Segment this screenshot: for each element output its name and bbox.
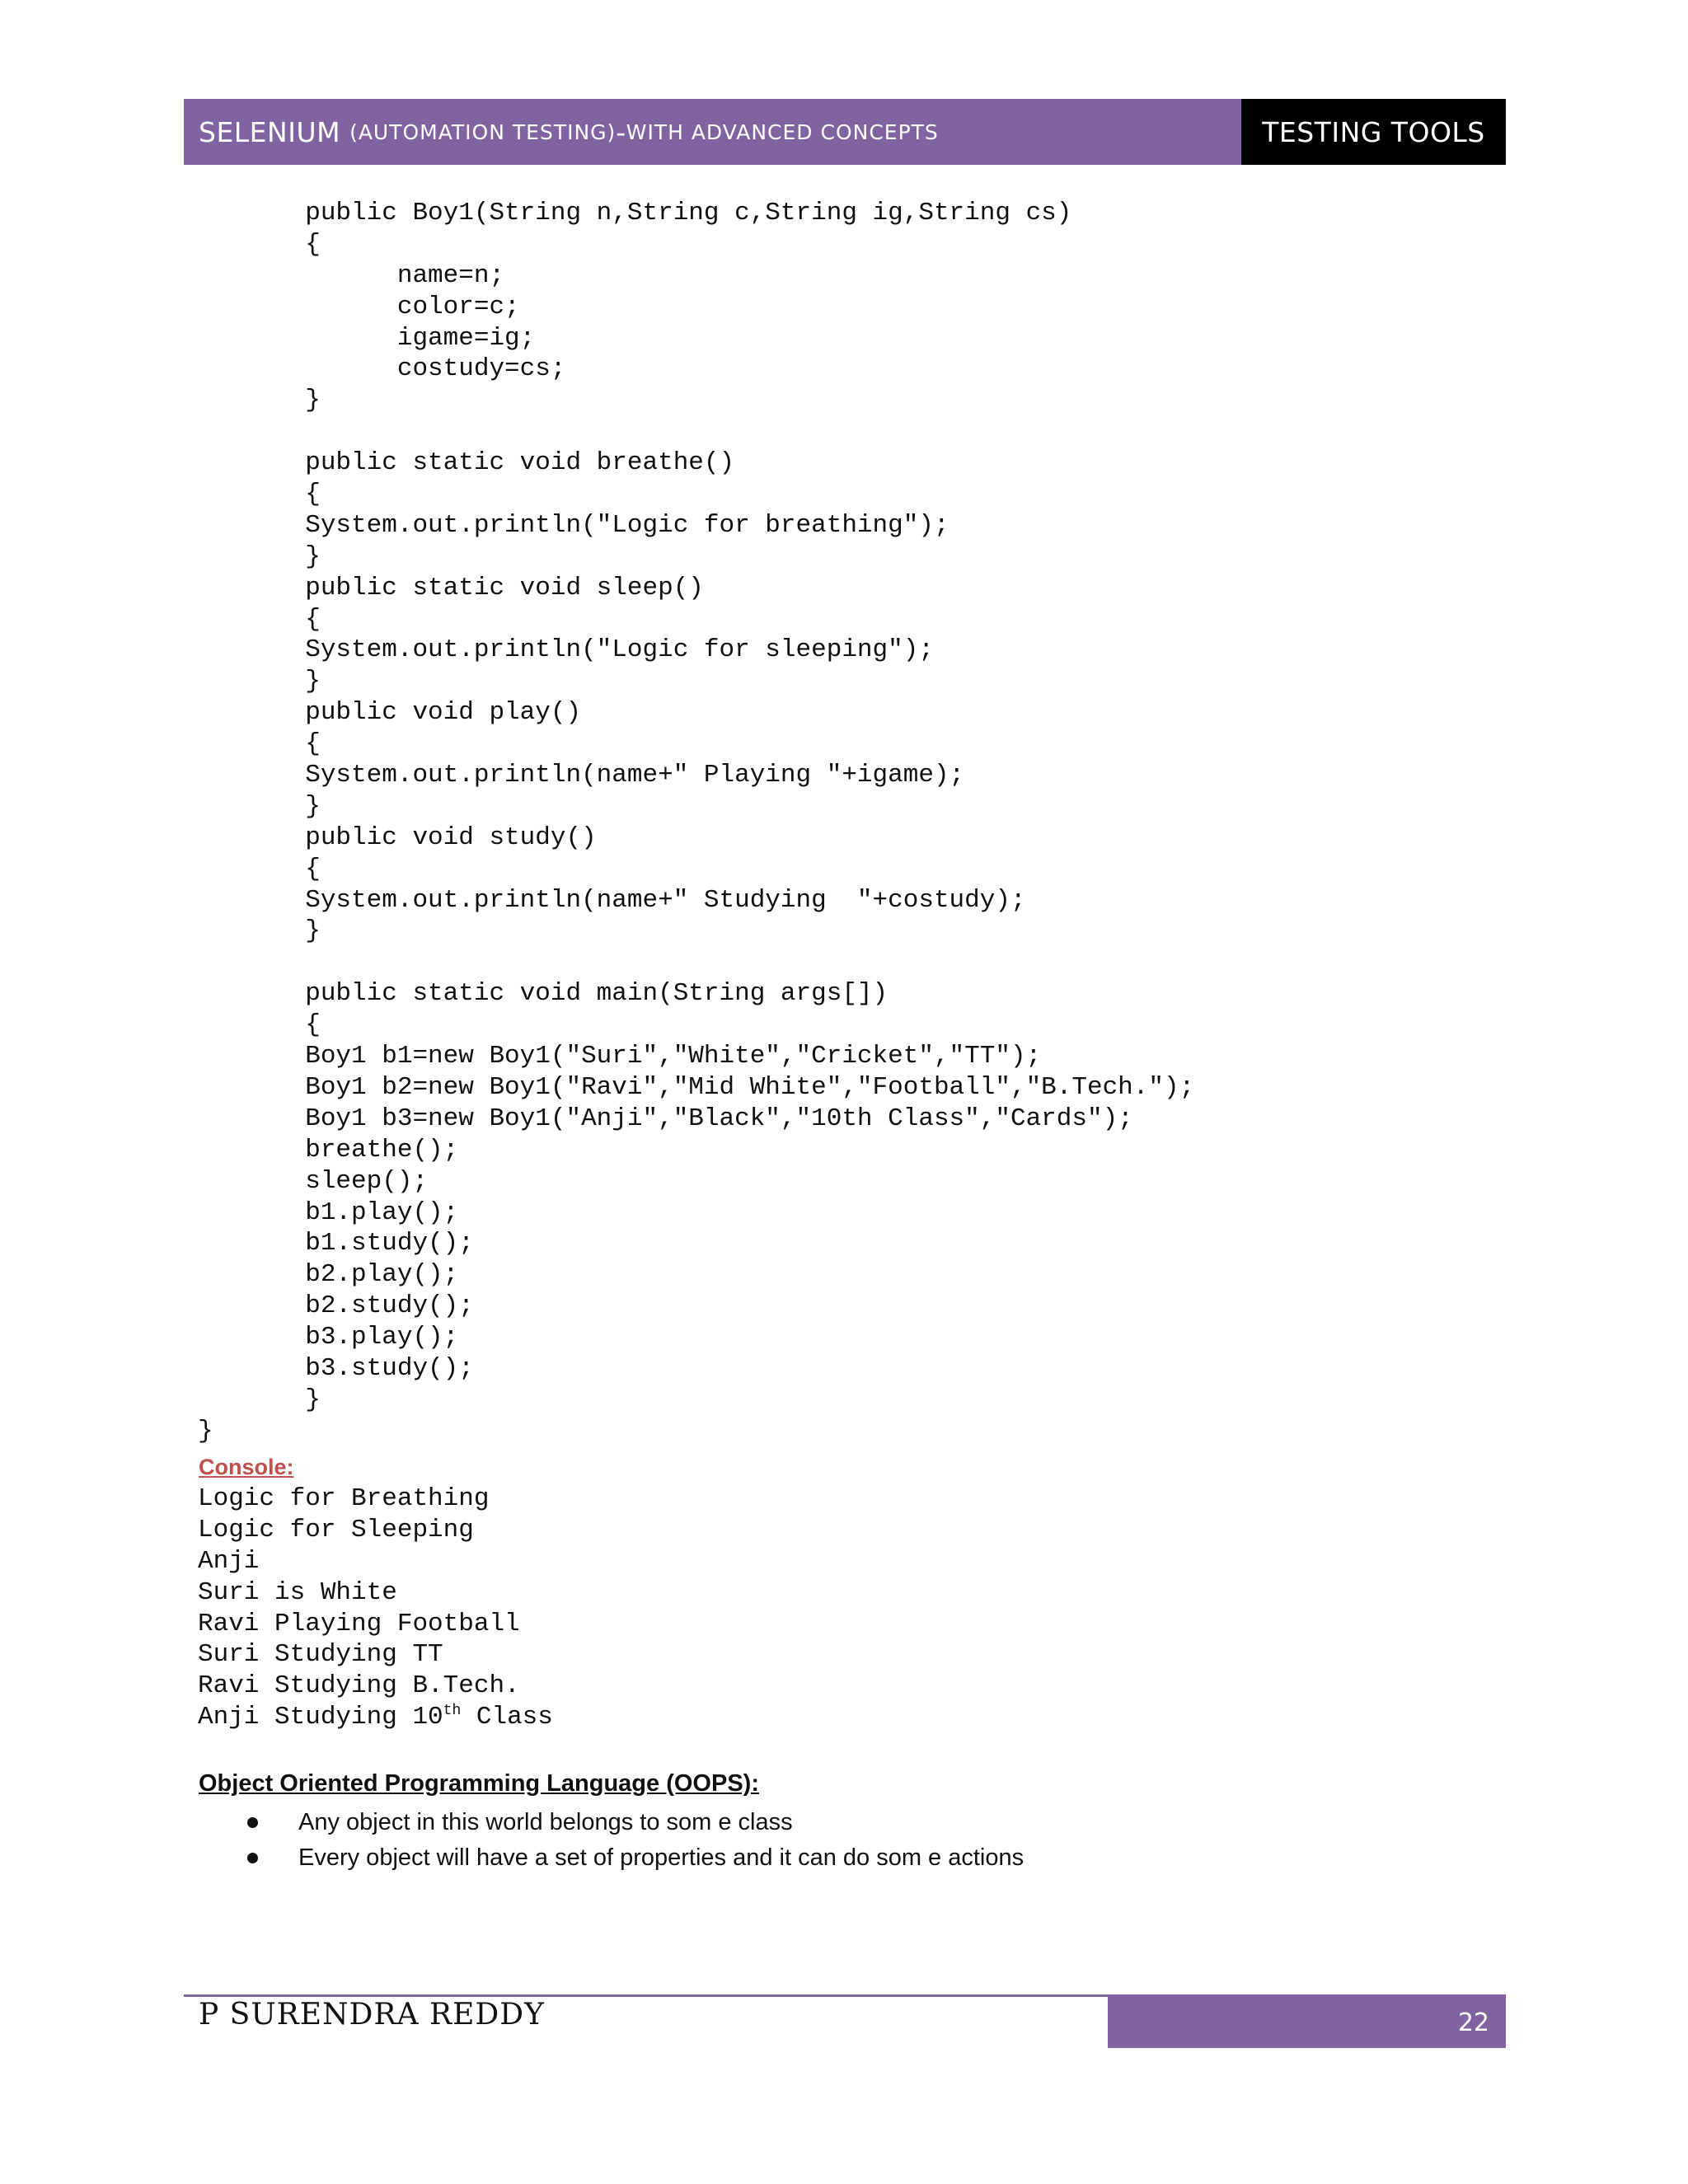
- code-line: costudy=cs;: [198, 354, 566, 384]
- bullet-text: Every object will have a set of properties and it can do som e actions: [298, 1844, 1025, 1871]
- header-title-small: (AUTOMATION TESTING): [349, 120, 617, 144]
- code-line: b3.play();: [198, 1323, 459, 1352]
- code-line: {: [198, 729, 321, 759]
- code-line: b2.study();: [198, 1291, 474, 1321]
- code-line: {: [198, 480, 321, 509]
- console-output: [198, 1483, 553, 1733]
- code-line: Boy1 b1=new Boy1("Suri","White","Cricket","TT");: [198, 1042, 1042, 1071]
- code-line: }: [198, 791, 321, 821]
- code-line: }: [198, 386, 321, 415]
- code-block: [198, 198, 1194, 1447]
- code-line: b2.play();: [198, 1260, 459, 1290]
- code-line: {: [198, 1010, 321, 1040]
- page-number: 22: [1457, 2008, 1489, 2037]
- header-title-main: SELENIUM: [199, 115, 341, 148]
- header-title-tail: WITH ADVANCED CONCEPTS: [626, 120, 939, 144]
- code-line: }: [198, 667, 321, 696]
- page-header: [184, 99, 1506, 165]
- code-line: public static void breathe(): [198, 448, 735, 478]
- console-line-text: Class: [461, 1703, 553, 1732]
- list-item: [247, 1805, 1024, 1840]
- code-line: }: [198, 1385, 321, 1414]
- console-line: Logic for Breathing: [198, 1484, 490, 1513]
- console-line: Suri is White: [198, 1577, 397, 1607]
- console-line: Suri Studying TT: [198, 1640, 443, 1670]
- bullet-icon: [247, 1853, 258, 1863]
- code-line: public void play(): [198, 698, 582, 728]
- code-line: System.out.println("Logic for sleeping");: [198, 635, 934, 665]
- code-line: }: [198, 1416, 213, 1446]
- header-title-sep: -: [616, 115, 626, 148]
- code-line: public static void main(String args[]): [198, 979, 889, 1009]
- footer-page-box: [1108, 1997, 1506, 2048]
- code-line: color=c;: [198, 292, 520, 321]
- code-line: }: [198, 916, 321, 946]
- code-line: {: [198, 604, 321, 634]
- code-line: Boy1 b2=new Boy1("Ravi","Mid White","Football","B.Tech.");: [198, 1072, 1195, 1102]
- code-line: {: [198, 854, 321, 883]
- code-line: public Boy1(String n,String c,String ig,String cs): [198, 199, 1072, 227]
- code-line: System.out.println(name+" Studying "+costudy);: [198, 885, 1026, 915]
- code-line: }: [198, 541, 321, 571]
- code-line: b1.play();: [198, 1197, 459, 1227]
- code-line: Boy1 b3=new Boy1("Anji","Black","10th Class","Cards");: [198, 1104, 1133, 1133]
- oops-heading: Object Oriented Programming Language (OOPS):: [199, 1770, 759, 1797]
- bullet-text: Any object in this world belongs to som e class: [298, 1809, 793, 1835]
- code-line: [198, 416, 1194, 448]
- bullet-icon: [247, 1817, 258, 1828]
- code-line: igame=ig;: [198, 323, 536, 353]
- list-item: [247, 1840, 1024, 1876]
- code-line: System.out.println(name+" Playing "+igame);: [198, 761, 965, 790]
- console-line: Ravi Studying B.Tech.: [198, 1671, 520, 1701]
- code-line: [198, 947, 1194, 978]
- oops-bullet-list: [247, 1805, 1024, 1876]
- console-line: Ravi Playing Football: [198, 1609, 520, 1638]
- code-line: b3.study();: [198, 1353, 474, 1383]
- console-line-text: Anji Studying 10: [198, 1703, 443, 1732]
- header-title: [184, 99, 1241, 165]
- code-line: name=n;: [198, 260, 505, 290]
- code-line: System.out.println("Logic for breathing");: [198, 510, 950, 540]
- header-section-label: TESTING TOOLS: [1241, 99, 1506, 165]
- console-line: Anji: [198, 1546, 260, 1576]
- code-line: public void study(): [198, 823, 597, 852]
- console-label: Console:: [199, 1455, 294, 1479]
- code-line: {: [198, 229, 321, 259]
- code-line: public static void sleep(): [198, 573, 704, 602]
- footer-author: P SURENDRA REDDY: [199, 1998, 545, 2032]
- code-line: breathe();: [198, 1135, 459, 1165]
- code-line: b1.study();: [198, 1229, 474, 1258]
- console-line: [198, 1702, 553, 1733]
- ordinal-suffix: th: [443, 1703, 462, 1720]
- code-line: sleep();: [198, 1166, 429, 1196]
- console-line: Logic for Sleeping: [198, 1515, 474, 1544]
